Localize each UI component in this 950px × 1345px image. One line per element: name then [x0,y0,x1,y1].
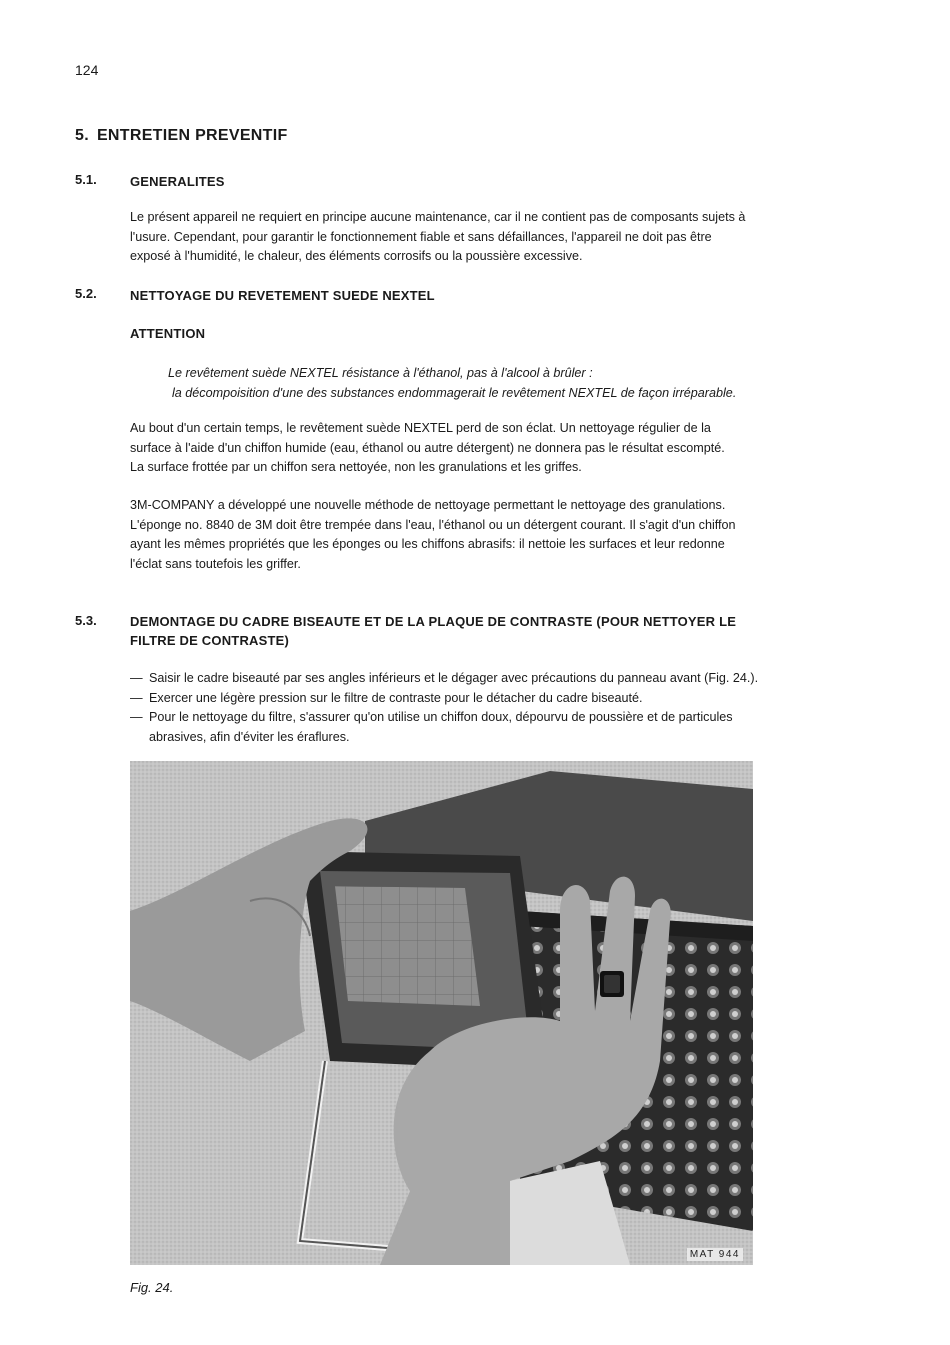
bullet-dash: — [130,671,143,685]
list-item [130,708,850,747]
paragraph-line: l'éclat sans toutefois les griffer. [130,556,301,571]
title-line: DEMONTAGE DU CADRE BISEAUTE ET DE LA PLAQUE DE CONTRASTE (POUR NETTOYER LE [130,614,737,629]
attention-heading: ATTENTION [130,326,206,341]
bullet-dash: — [130,690,143,705]
paragraph-line: La surface frottée par un chiffon sera nettoyée, non les granulations et les griffes. [130,460,582,474]
list-item [130,669,850,689]
paragraph-line: exposé à l'humidité, le chaleur, des éléments corrosifs ou la poussière excessive. [130,249,583,263]
instruction-list [130,669,850,747]
paragraph-line: L'éponge no. 8840 de 3M doit être trempée dans l'eau, l'éthanol ou un détergent courant. Il s'agit d'un chiffon [130,517,736,532]
warning-text [168,364,858,403]
oscilloscope-photo-illustration [130,761,753,1265]
subsection-title-nettoyage: NETTOYAGE DU REVETEMENT SUEDE NEXTEL [130,288,435,303]
list-item [130,689,850,709]
list-item-line: Exercer une légère pression sur le filtre de contraste pour le détacher du cadre biseauté. [149,690,643,705]
list-item-line: abrasives, afin d'éviter les éraflures. [149,729,350,744]
nextel-paragraph-2 [130,496,850,574]
subsection-title-generalites: GENERALITES [130,174,225,189]
subsection-number-5-3: 5.3. [75,613,97,628]
subsection-number-5-2: 5.2. [75,286,97,301]
figure-code: MAT 944 [687,1248,743,1261]
section-heading [75,127,288,145]
paragraph-line: Le présent appareil ne requiert en principe aucune maintenance, car il ne contient pas de composants sujets à [130,210,746,224]
section-number: 5. [75,127,89,144]
figure-photo [130,761,753,1265]
paragraph-line: ayant les mêmes propriétés que les éponges ou les chiffons abrasifs: il nettoie les surfaces et leur redonne [130,537,725,551]
nextel-paragraph-1 [130,419,850,478]
subsection-number-5-1: 5.1. [75,172,97,187]
subsection-title-demontage [130,612,830,650]
page-number: 124 [75,62,99,78]
figure-caption: Fig. 24. [130,1280,174,1295]
warning-line: la décompoisition d'une des substances endommagerait le revêtement NEXTEL de façon irréparable. [172,385,737,400]
list-item-line: Pour le nettoyage du filtre, s'assurer qu'on utilise un chiffon doux, dépourvu de poussière et de particules [149,710,733,724]
generalites-paragraph [130,208,850,267]
paragraph-line: 3M-COMPANY a développé une nouvelle méthode de nettoyage permettant le nettoyage des granulations. [130,498,726,512]
section-title: ENTRETIEN PREVENTIF [96,127,288,144]
paragraph-line: l'usure. Cependant, pour garantir le fonctionnement fiable et sans défaillances, l'appareil ne doit pas être [130,229,712,244]
bullet-dash: — [130,710,143,724]
paragraph-line: Au bout d'un certain temps, le revêtement suède NEXTEL perd de son éclat. Un nettoyage régulier de la [130,421,711,435]
title-line: FILTRE DE CONTRASTE) [130,633,290,648]
list-item-line: Saisir le cadre biseauté par ses angles inférieurs et le dégager avec précautions du panneau avant (Fig. 24.). [149,671,759,685]
warning-line: Le revêtement suède NEXTEL résistance à l'éthanol, pas à l'alcool à brûler : [168,366,593,380]
paragraph-line: surface à l'aide d'un chiffon humide (eau, éthanol ou autre détergent) ne donnera pas le résultat escompté. [130,440,725,455]
